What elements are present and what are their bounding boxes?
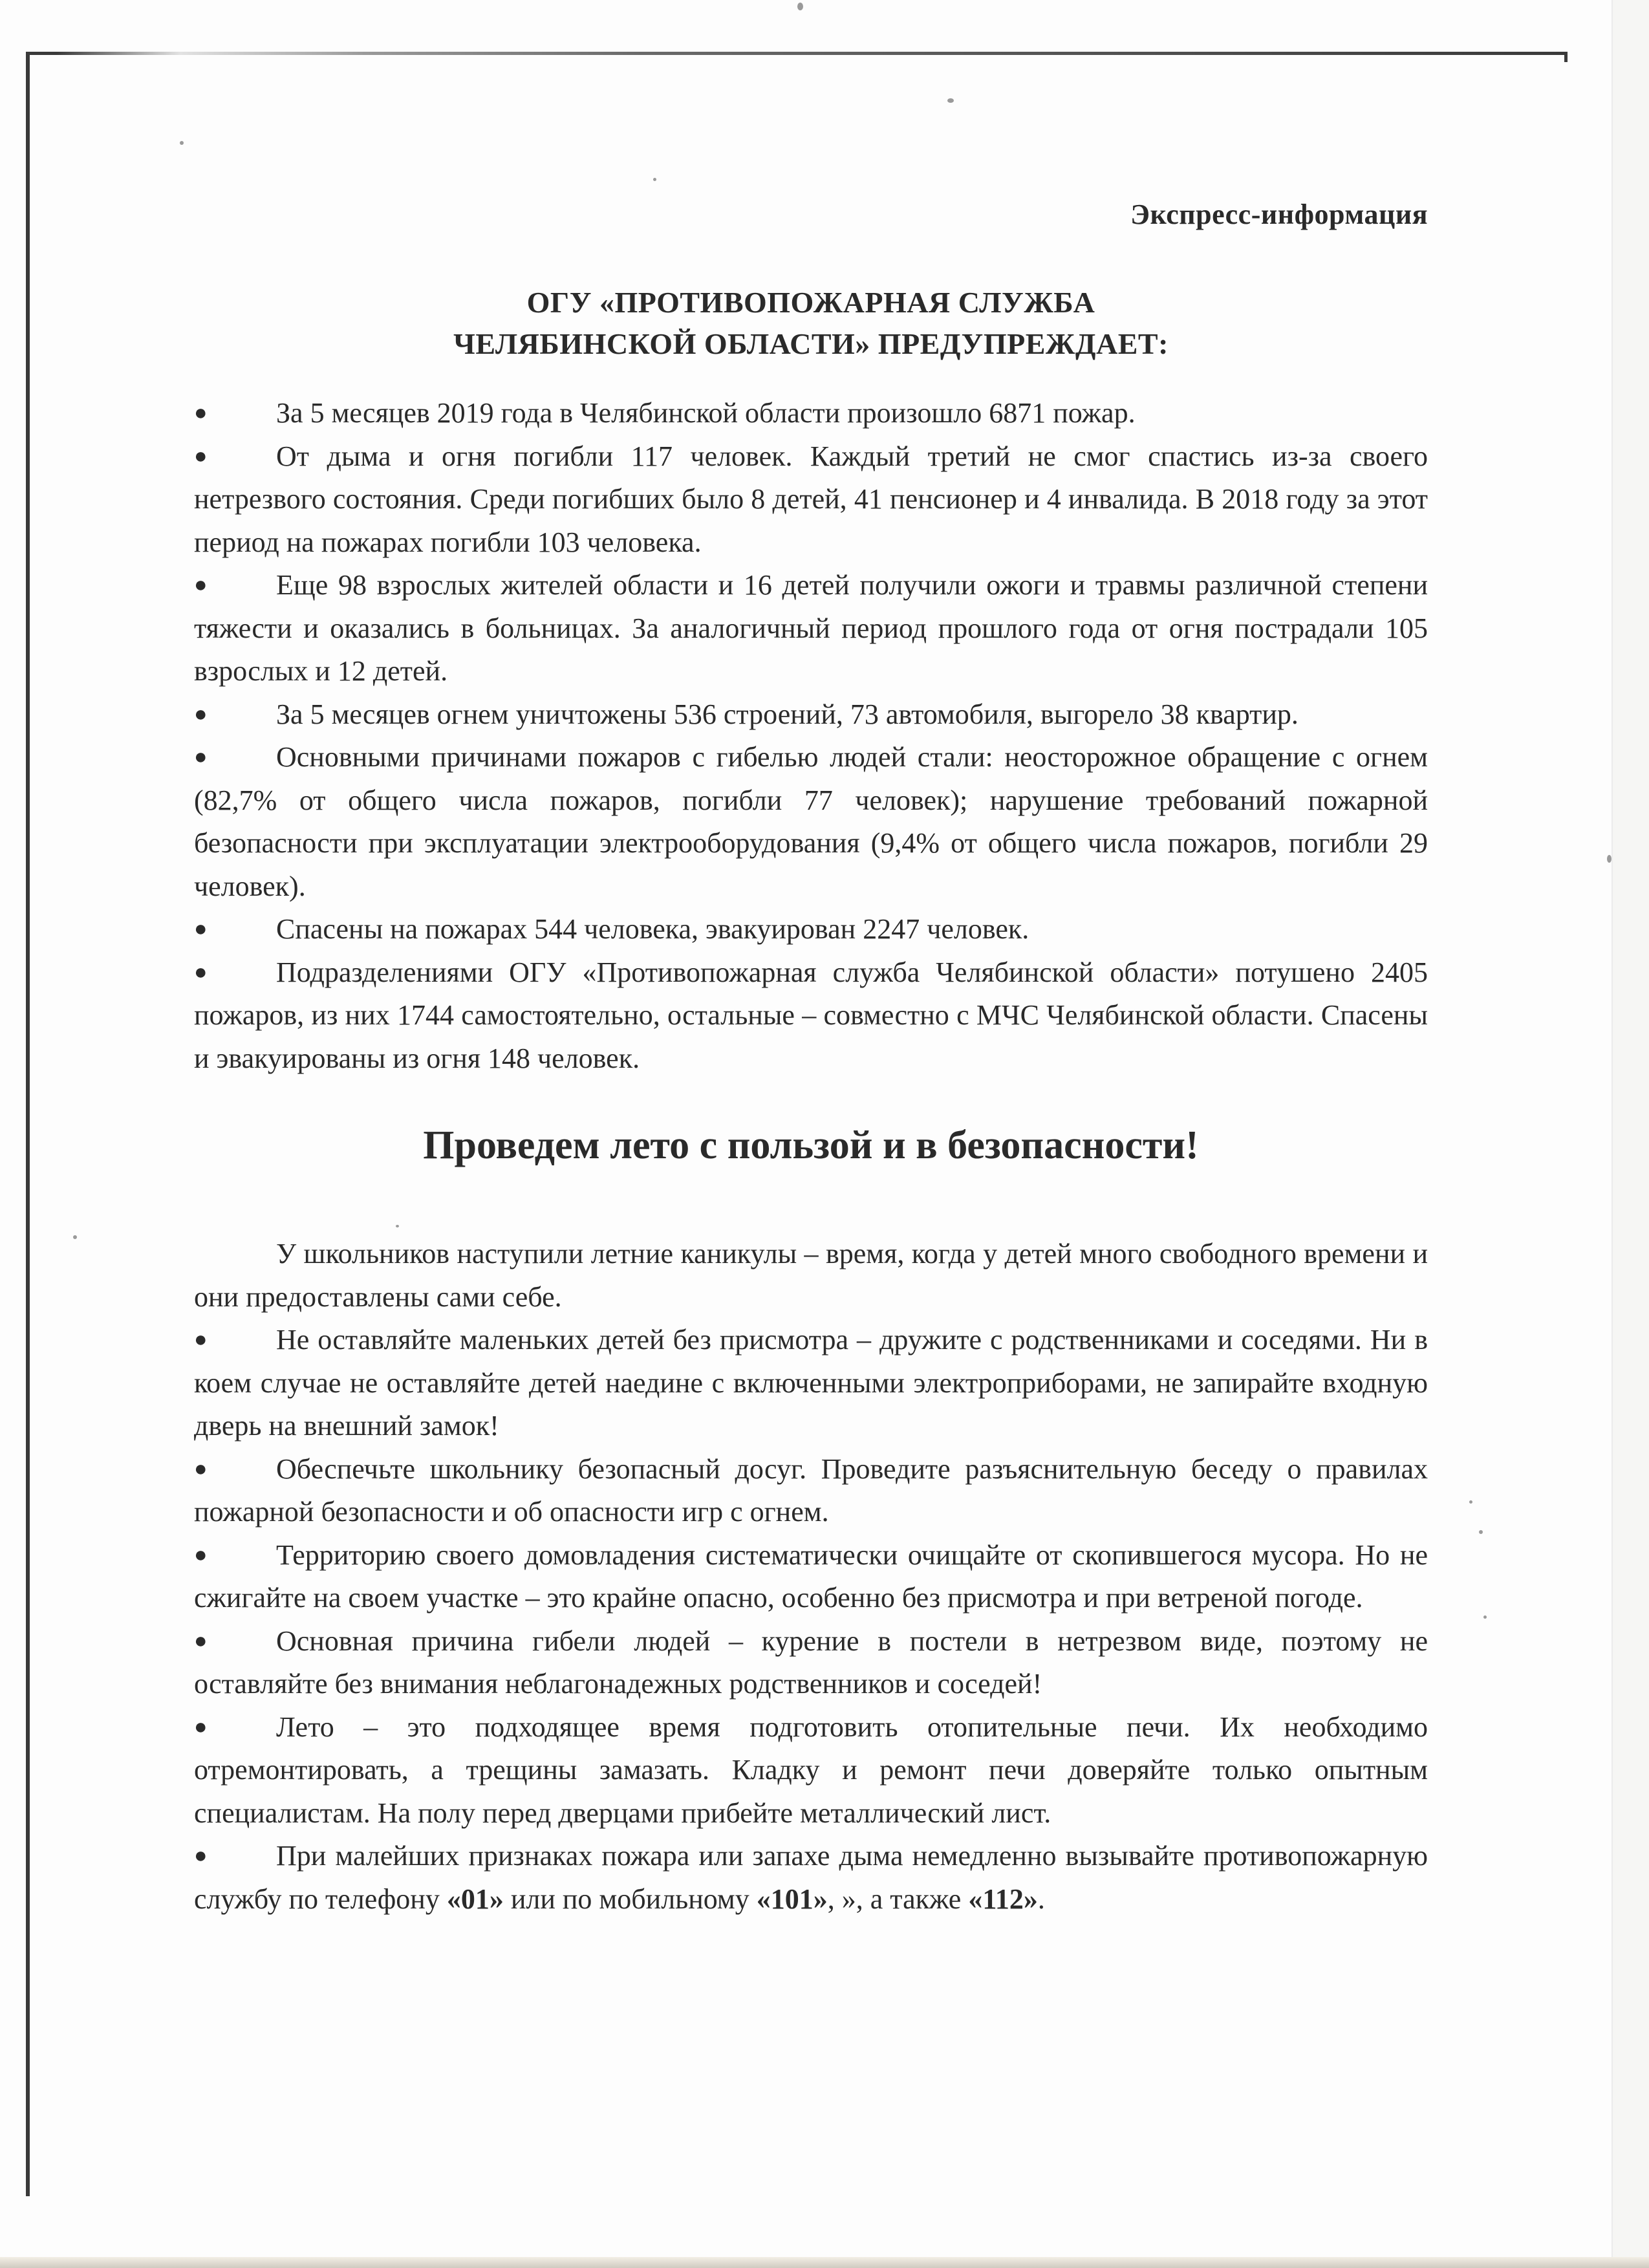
bullet-icon: ● [194,960,208,984]
safety-tip [194,1620,1428,1706]
statistics-item-text: За 5 месяцев 2019 года в Челябинской области произошло 6871 пожар. [276,397,1136,429]
emergency-call-tip [194,1835,1428,1921]
bullet-icon: ● [194,1542,208,1567]
statistics-list [194,392,1428,1080]
page-frame-corner-tick [1564,52,1568,62]
phone-number-mobile: «101» [756,1883,828,1915]
statistics-item-text: За 5 месяцев огнем уничтожены 536 строений, 73 автомобиля, выгорело 38 квартир. [276,698,1299,730]
statistics-item [194,693,1428,737]
bullet-icon: ● [194,1628,208,1653]
bullet-icon: ● [194,745,208,769]
scan-speck [1469,1500,1472,1504]
emergency-text-after: , », а также [827,1883,969,1915]
statistics-item [194,951,1428,1081]
scan-speck [73,1235,77,1239]
safety-tip-text: Не оставляйте маленьких детей без присмотра – дружите с родственниками и соседями. Ни в коем случае не оставляйте детей наедине с включенными электроприборами, не запирайте входную дверь на внешний замок! [194,1324,1428,1442]
statistics-item [194,435,1428,565]
safety-tip-text: Обеспечьте школьнику безопасный досуг. Проведите разъяснительную беседу о правилах пожарной безопасности и об опасности игр с огнем. [194,1453,1428,1528]
safety-tip [194,1319,1428,1448]
phone-number-unified: «112» [968,1883,1038,1915]
statistics-item-text: Спасены на пожарах 544 человека, эвакуирован 2247 человек. [276,913,1029,945]
bullet-icon: ● [194,1328,208,1352]
statistics-item-text: От дыма и огня погибли 117 человек. Каждый третий не смог спастись из-за своего нетрезвого состояния. Среди погибших было 8 детей, 41 пенсионер и 4 инвалида. В 2018 году за этот период на пожарах погибли 103 человека. [194,440,1428,558]
statistics-item [194,392,1428,435]
organization-title [194,282,1428,365]
safety-tip [194,1448,1428,1534]
emergency-text-before: При малейших признаках пожара или запахе дыма немедленно вызывайте противопожарную службу по телефону [194,1840,1428,1915]
bullet-icon: ● [194,1456,208,1481]
summer-safety-list [194,1233,1428,1921]
statistics-item [194,736,1428,908]
scan-speck [947,98,954,103]
statistics-item [194,564,1428,693]
scan-speck [797,3,803,10]
document-label: Экспресс-информация [1130,199,1428,230]
bullet-icon: ● [194,1714,208,1739]
bullet-icon: ● [194,401,208,425]
emergency-text-middle: или по мобильному [503,1883,757,1915]
scan-speck [1483,1615,1487,1619]
statistics-item-text: Основными причинами пожаров с гибелью людей стали: неосторожное обращение с огнем (82,7% от общего числа пожаров, погибли 77 человек); нарушение требований пожарной безопасности при эксплуатации электрооборудования (9,4% от общего числа пожаров, погибли 29 человек). [194,741,1428,902]
organization-title-line-1: ОГУ «ПРОТИВОПОЖАРНАЯ СЛУЖБА [526,286,1095,319]
scan-edge [1611,0,1649,2268]
safety-tip-text: Основная причина гибели людей – курение в постели в нетрезвом виде, поэтому не оставляйте без внимания неблагонадежных родственников и соседей! [194,1625,1428,1700]
bullet-icon: ● [194,917,208,941]
safety-tip-text: Лето – это подходящее время подготовить отопительные печи. Их необходимо отремонтировать, а трещины замазать. Кладку и ремонт печи доверяйте только опытным специалистам. На полу перед дверцами прибейте металлический лист. [194,1711,1428,1829]
bullet-icon: ● [194,1844,208,1868]
safety-tip [194,1534,1428,1620]
statistics-item-text: Подразделениями ОГУ «Противопожарная служба Челябинской области» потушено 2405 пожаров, из них 1744 самостоятельно, остальные – совместно с МЧС Челябинской области. Спасены и эвакуированы из огня 148 человек. [194,956,1428,1074]
summer-safety-headline: Проведем лето с пользой и в безопасности! [423,1123,1199,1167]
scan-speck [1607,855,1611,863]
bullet-icon: ● [194,444,208,468]
bullet-icon: ● [194,573,208,597]
page-frame-left-line [26,52,30,2196]
scan-speck [180,141,184,145]
summer-intro: У школьников наступили летние каникулы – время, когда у детей много свободного времени и они предоставлены сами себе. [194,1238,1428,1313]
scan-speck [1479,1530,1483,1534]
scan-bottom-edge [0,2257,1649,2268]
phone-number-landline: «01» [446,1883,504,1915]
page-frame-top-line [26,52,1567,55]
safety-tip [194,1706,1428,1835]
emergency-text-end: . [1037,1883,1045,1915]
organization-title-line-2: ЧЕЛЯБИНСКОЙ ОБЛАСТИ» ПРЕДУПРЕЖДАЕТ: [453,327,1169,360]
document-body [194,181,1428,1921]
bullet-icon: ● [194,702,208,726]
safety-tip-text: Территорию своего домовладения систематически очищайте от скопившегося мусора. Но не сжигайте на своем участке – это крайне опасно, особенно без присмотра и при ветреной погоде. [194,1539,1428,1614]
statistics-item-text: Еще 98 взрослых жителей области и 16 детей получили ожоги и травмы различной степени тяжести и оказались в больницах. За аналогичный период прошлого года от огня пострадали 105 взрослых и 12 детей. [194,569,1428,687]
statistics-item [194,908,1428,951]
